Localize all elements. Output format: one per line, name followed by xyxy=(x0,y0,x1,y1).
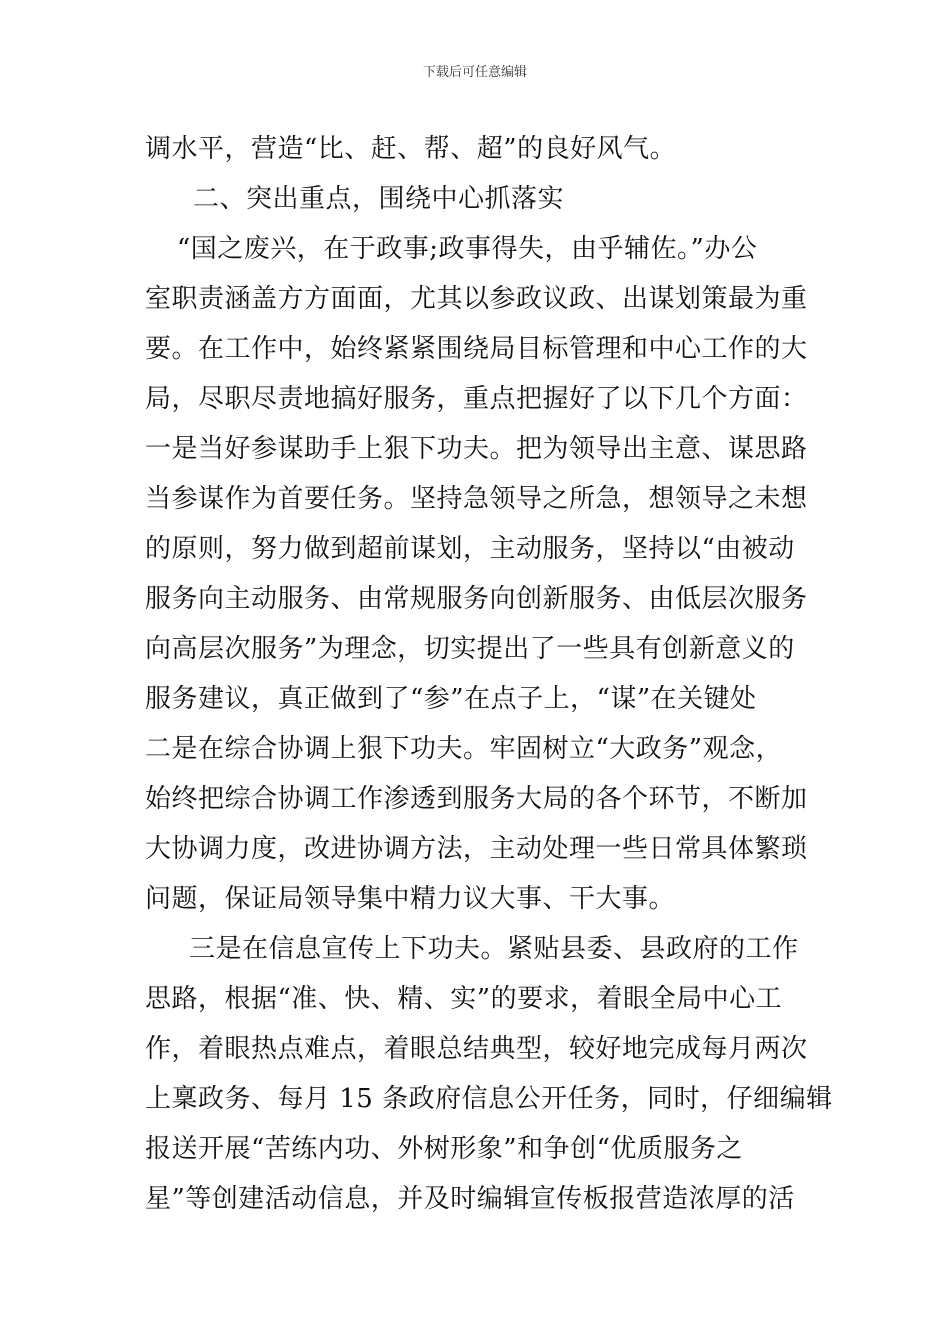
paragraph-line: 向高层次服务”为理念，切实提出了一些具有创新意义的 xyxy=(145,634,795,664)
paragraph-line: 要。在工作中，始终紧紧围绕局目标管理和中心工作的大 xyxy=(145,334,808,364)
document-body xyxy=(145,124,833,1224)
paragraph-line: 星”等创建活动信息，并及时编辑宣传板报营造浓厚的活 xyxy=(145,1184,795,1214)
paragraph-line: 三是在信息宣传上下功夫。紧贴县委、县政府的工作 xyxy=(189,934,799,964)
paragraph-line: 上稟政务、每月 15 条政府信息公开任务，同时，仔细编辑 xyxy=(145,1084,833,1114)
paragraph-line: 始终把综合协调工作渗透到服务大局的各个环节，不断加 xyxy=(145,784,808,814)
paragraph-line: 一是当好参谋助手上狠下功夫。把为领导出主意、谋思路 xyxy=(145,434,808,464)
paragraph-line: 问题，保证局领导集中精力议大事、干大事。 xyxy=(145,884,676,914)
section-heading: 二、突出重点，围绕中心抓落实 xyxy=(193,184,565,214)
paragraph-line: 大协调力度，改进协调方法，主动处理一些日常具体繁琐 xyxy=(145,834,808,864)
paragraph-line: 服务向主动服务、由常规服务向创新服务、由低层次服务 xyxy=(145,584,808,614)
paragraph-line: 室职责涵盖方方面面，尤其以参政议政、出谋划策最为重 xyxy=(145,284,808,314)
paragraph-line: 作，着眼热点难点，着眼总结典型，较好地完成每月两次 xyxy=(145,1034,808,1064)
paragraph-line: “国之废兴，在于政事;政事得失，由乎辅佐。”办公 xyxy=(177,234,758,264)
paragraph-line: 服务建议，真正做到了“参”在点子上，“谋”在关键处 xyxy=(145,684,757,714)
paragraph-line: 调水平，营造“比、赶、帮、超”的良好风气。 xyxy=(145,134,677,164)
paragraph-line: 的原则，努力做到超前谋划，主动服务，坚持以“由被动 xyxy=(145,534,795,564)
paragraph-line: 报送开展“苦练内功、外树形象”和争创“优质服务之 xyxy=(145,1134,743,1164)
page-header: 下载后可任意编辑 xyxy=(422,65,527,80)
paragraph-line: 当参谋作为首要任务。坚持急领导之所急，想领导之未想 xyxy=(145,484,808,514)
paragraph-line: 局，尽职尽责地搞好服务，重点把握好了以下几个方面： xyxy=(145,384,808,414)
paragraph-line: 二是在综合协调上狠下功夫。牢固树立“大政务”观念， xyxy=(145,734,783,764)
paragraph-line: 思路，根据“准、快、精、实”的要求，着眼全局中心工 xyxy=(145,984,783,1014)
